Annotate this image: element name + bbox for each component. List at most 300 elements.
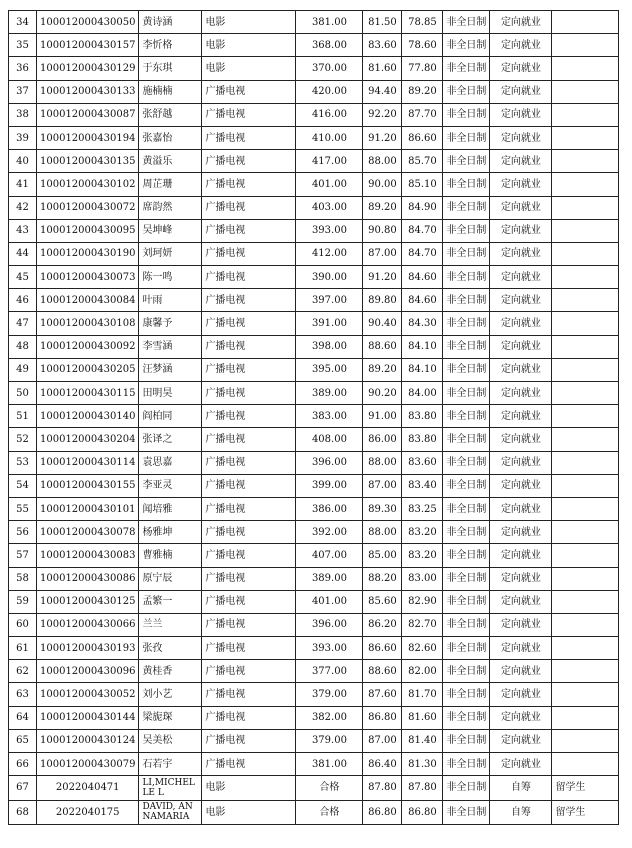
total-score-cell: 78.60	[402, 34, 443, 57]
candidate-id-cell: 100012000430114	[37, 451, 139, 474]
study-mode-cell: 非全日制	[443, 34, 490, 57]
retest-score-cell: 91.20	[363, 126, 402, 149]
major-cell: 电影	[202, 57, 296, 80]
note-cell	[552, 405, 619, 428]
major-cell: 广播电视	[202, 729, 296, 752]
row-number-cell: 63	[9, 683, 37, 706]
table-row	[9, 776, 619, 801]
preliminary-score-cell: 386.00	[296, 497, 363, 520]
study-mode-cell: 非全日制	[443, 335, 490, 358]
enrollment-plan-cell: 定向就业	[490, 729, 552, 752]
major-cell: 广播电视	[202, 753, 296, 776]
candidate-id-cell: 100012000430095	[37, 219, 139, 242]
major-cell: 广播电视	[202, 590, 296, 613]
row-number-cell: 58	[9, 567, 37, 590]
preliminary-score-cell: 395.00	[296, 358, 363, 381]
enrollment-plan-cell: 定向就业	[490, 196, 552, 219]
candidate-id-cell: 100012000430144	[37, 706, 139, 729]
total-score-cell: 82.60	[402, 637, 443, 660]
table-row	[9, 289, 619, 312]
retest-score-cell: 88.60	[363, 660, 402, 683]
note-cell	[552, 451, 619, 474]
candidate-id-cell: 100012000430066	[37, 613, 139, 636]
note-cell	[552, 544, 619, 567]
major-cell: 广播电视	[202, 637, 296, 660]
total-score-cell: 83.20	[402, 521, 443, 544]
name-cell: 梁旎琛	[139, 706, 202, 729]
name-cell: 陈一鸣	[139, 266, 202, 289]
candidate-id-cell: 100012000430157	[37, 34, 139, 57]
retest-score-cell: 91.20	[363, 266, 402, 289]
preliminary-score-cell: 399.00	[296, 474, 363, 497]
row-number-cell: 43	[9, 219, 37, 242]
preliminary-score-cell: 407.00	[296, 544, 363, 567]
note-cell	[552, 242, 619, 265]
total-score-cell: 84.90	[402, 196, 443, 219]
retest-score-cell: 89.30	[363, 497, 402, 520]
name-cell: 李亚灵	[139, 474, 202, 497]
major-cell: 广播电视	[202, 567, 296, 590]
study-mode-cell: 非全日制	[443, 544, 490, 567]
enrollment-plan-cell: 定向就业	[490, 103, 552, 126]
table-row	[9, 312, 619, 335]
row-number-cell: 34	[9, 11, 37, 34]
name-cell: 田明昊	[139, 382, 202, 405]
major-cell: 广播电视	[202, 80, 296, 103]
major-cell: 广播电视	[202, 103, 296, 126]
preliminary-score-cell: 410.00	[296, 126, 363, 149]
retest-score-cell: 94.40	[363, 80, 402, 103]
table-row	[9, 800, 619, 825]
name-cell: 张舒越	[139, 103, 202, 126]
row-number-cell: 40	[9, 150, 37, 173]
enrollment-plan-cell: 定向就业	[490, 150, 552, 173]
enrollment-plan-cell: 定向就业	[490, 266, 552, 289]
row-number-cell: 65	[9, 729, 37, 752]
row-number-cell: 35	[9, 34, 37, 57]
major-cell: 广播电视	[202, 660, 296, 683]
retest-score-cell: 81.60	[363, 57, 402, 80]
retest-score-cell: 88.00	[363, 451, 402, 474]
note-cell	[552, 613, 619, 636]
name-cell: 叶雨	[139, 289, 202, 312]
study-mode-cell: 非全日制	[443, 776, 490, 801]
note-cell	[552, 266, 619, 289]
preliminary-score-cell: 393.00	[296, 219, 363, 242]
table-row	[9, 150, 619, 173]
table-row	[9, 335, 619, 358]
table-row	[9, 196, 619, 219]
total-score-cell: 89.20	[402, 80, 443, 103]
row-number-cell: 53	[9, 451, 37, 474]
study-mode-cell: 非全日制	[443, 312, 490, 335]
candidate-id-cell: 100012000430083	[37, 544, 139, 567]
candidate-id-cell: 100012000430205	[37, 358, 139, 381]
major-cell: 广播电视	[202, 312, 296, 335]
table-row	[9, 637, 619, 660]
name-cell: 阎柏同	[139, 405, 202, 428]
table-row	[9, 34, 619, 57]
enrollment-plan-cell: 定向就业	[490, 219, 552, 242]
preliminary-score-cell: 390.00	[296, 266, 363, 289]
preliminary-score-cell: 417.00	[296, 150, 363, 173]
table-row	[9, 706, 619, 729]
retest-score-cell: 88.20	[363, 567, 402, 590]
candidate-id-cell: 100012000430193	[37, 637, 139, 660]
enrollment-plan-cell: 定向就业	[490, 637, 552, 660]
note-cell	[552, 753, 619, 776]
table-body	[9, 11, 619, 825]
study-mode-cell: 非全日制	[443, 358, 490, 381]
major-cell: 广播电视	[202, 382, 296, 405]
enrollment-plan-cell: 定向就业	[490, 57, 552, 80]
enrollment-plan-cell: 自筹	[490, 776, 552, 801]
enrollment-plan-cell: 定向就业	[490, 428, 552, 451]
total-score-cell: 78.85	[402, 11, 443, 34]
retest-score-cell: 86.80	[363, 800, 402, 825]
row-number-cell: 38	[9, 103, 37, 126]
row-number-cell: 37	[9, 80, 37, 103]
enrollment-plan-cell: 定向就业	[490, 683, 552, 706]
candidate-id-cell: 100012000430087	[37, 103, 139, 126]
name-cell: 兰兰	[139, 613, 202, 636]
retest-score-cell: 81.50	[363, 11, 402, 34]
major-cell: 广播电视	[202, 173, 296, 196]
note-cell	[552, 219, 619, 242]
row-number-cell: 52	[9, 428, 37, 451]
total-score-cell: 84.70	[402, 242, 443, 265]
study-mode-cell: 非全日制	[443, 405, 490, 428]
candidate-id-cell: 100012000430125	[37, 590, 139, 613]
row-number-cell: 45	[9, 266, 37, 289]
table-row	[9, 382, 619, 405]
preliminary-score-cell: 379.00	[296, 683, 363, 706]
preliminary-score-cell: 370.00	[296, 57, 363, 80]
candidate-id-cell: 100012000430078	[37, 521, 139, 544]
candidate-id-cell: 100012000430129	[37, 57, 139, 80]
name-cell: 刘小艺	[139, 683, 202, 706]
note-cell	[552, 382, 619, 405]
total-score-cell: 82.70	[402, 613, 443, 636]
row-number-cell: 39	[9, 126, 37, 149]
retest-score-cell: 92.20	[363, 103, 402, 126]
row-number-cell: 49	[9, 358, 37, 381]
total-score-cell: 87.70	[402, 103, 443, 126]
note-cell	[552, 80, 619, 103]
row-number-cell: 36	[9, 57, 37, 80]
study-mode-cell: 非全日制	[443, 474, 490, 497]
study-mode-cell: 非全日制	[443, 80, 490, 103]
study-mode-cell: 非全日制	[443, 521, 490, 544]
enrollment-plan-cell: 定向就业	[490, 474, 552, 497]
major-cell: 广播电视	[202, 706, 296, 729]
table-row	[9, 428, 619, 451]
note-cell	[552, 289, 619, 312]
row-number-cell: 48	[9, 335, 37, 358]
study-mode-cell: 非全日制	[443, 266, 490, 289]
table-row	[9, 57, 619, 80]
enrollment-plan-cell: 定向就业	[490, 567, 552, 590]
name-cell: LI,MICHELLE L	[139, 776, 202, 801]
table-row	[9, 567, 619, 590]
table-row	[9, 242, 619, 265]
name-cell: 周芷珊	[139, 173, 202, 196]
candidate-id-cell: 100012000430096	[37, 660, 139, 683]
retest-score-cell: 89.20	[363, 358, 402, 381]
candidate-id-cell: 100012000430092	[37, 335, 139, 358]
preliminary-score-cell: 381.00	[296, 753, 363, 776]
total-score-cell: 83.60	[402, 451, 443, 474]
name-cell: 张孜	[139, 637, 202, 660]
note-cell	[552, 683, 619, 706]
table-row	[9, 451, 619, 474]
row-number-cell: 59	[9, 590, 37, 613]
major-cell: 广播电视	[202, 544, 296, 567]
candidate-id-cell: 100012000430133	[37, 80, 139, 103]
name-cell: 李雪涵	[139, 335, 202, 358]
candidate-id-cell: 100012000430135	[37, 150, 139, 173]
preliminary-score-cell: 381.00	[296, 11, 363, 34]
major-cell: 广播电视	[202, 451, 296, 474]
name-cell: 黄诗涵	[139, 11, 202, 34]
preliminary-score-cell: 412.00	[296, 242, 363, 265]
enrollment-plan-cell: 定向就业	[490, 173, 552, 196]
table-row	[9, 474, 619, 497]
total-score-cell: 84.00	[402, 382, 443, 405]
note-cell	[552, 34, 619, 57]
major-cell: 广播电视	[202, 289, 296, 312]
retest-score-cell: 88.60	[363, 335, 402, 358]
enrollment-plan-cell: 定向就业	[490, 521, 552, 544]
name-cell: 闻培雅	[139, 497, 202, 520]
retest-score-cell: 87.00	[363, 242, 402, 265]
name-cell: 康馨予	[139, 312, 202, 335]
retest-score-cell: 86.80	[363, 706, 402, 729]
retest-score-cell: 91.00	[363, 405, 402, 428]
major-cell: 电影	[202, 800, 296, 825]
preliminary-score-cell: 382.00	[296, 706, 363, 729]
note-cell	[552, 660, 619, 683]
preliminary-score-cell: 398.00	[296, 335, 363, 358]
row-number-cell: 62	[9, 660, 37, 683]
retest-score-cell: 86.00	[363, 428, 402, 451]
table-row	[9, 683, 619, 706]
enrollment-plan-cell: 定向就业	[490, 753, 552, 776]
admission-list-sheet	[8, 10, 619, 825]
note-cell	[552, 590, 619, 613]
note-cell	[552, 521, 619, 544]
table-row	[9, 266, 619, 289]
preliminary-score-cell: 396.00	[296, 451, 363, 474]
total-score-cell: 83.00	[402, 567, 443, 590]
candidate-id-cell: 100012000430052	[37, 683, 139, 706]
note-cell	[552, 312, 619, 335]
table-row	[9, 544, 619, 567]
note-cell	[552, 428, 619, 451]
major-cell: 广播电视	[202, 521, 296, 544]
name-cell: 于东琪	[139, 57, 202, 80]
study-mode-cell: 非全日制	[443, 103, 490, 126]
candidate-id-cell: 100012000430124	[37, 729, 139, 752]
total-score-cell: 81.30	[402, 753, 443, 776]
row-number-cell: 57	[9, 544, 37, 567]
total-score-cell: 81.70	[402, 683, 443, 706]
admission-table	[8, 10, 619, 825]
name-cell: 刘珂妍	[139, 242, 202, 265]
study-mode-cell: 非全日制	[443, 57, 490, 80]
note-cell: 留学生	[552, 800, 619, 825]
table-row	[9, 358, 619, 381]
study-mode-cell: 非全日制	[443, 11, 490, 34]
total-score-cell: 84.10	[402, 335, 443, 358]
total-score-cell: 86.80	[402, 800, 443, 825]
study-mode-cell: 非全日制	[443, 289, 490, 312]
total-score-cell: 86.60	[402, 126, 443, 149]
candidate-id-cell: 100012000430194	[37, 126, 139, 149]
retest-score-cell: 86.20	[363, 613, 402, 636]
note-cell	[552, 637, 619, 660]
study-mode-cell: 非全日制	[443, 451, 490, 474]
preliminary-score-cell: 408.00	[296, 428, 363, 451]
major-cell: 广播电视	[202, 219, 296, 242]
preliminary-score-cell: 389.00	[296, 567, 363, 590]
table-row	[9, 753, 619, 776]
table-row	[9, 173, 619, 196]
enrollment-plan-cell: 定向就业	[490, 706, 552, 729]
table-row	[9, 497, 619, 520]
name-cell: 黄桂香	[139, 660, 202, 683]
candidate-id-cell: 100012000430050	[37, 11, 139, 34]
total-score-cell: 81.40	[402, 729, 443, 752]
preliminary-score-cell: 397.00	[296, 289, 363, 312]
total-score-cell: 83.25	[402, 497, 443, 520]
note-cell	[552, 567, 619, 590]
row-number-cell: 61	[9, 637, 37, 660]
note-cell: 留学生	[552, 776, 619, 801]
study-mode-cell: 非全日制	[443, 753, 490, 776]
major-cell: 广播电视	[202, 150, 296, 173]
row-number-cell: 41	[9, 173, 37, 196]
major-cell: 广播电视	[202, 474, 296, 497]
row-number-cell: 55	[9, 497, 37, 520]
name-cell: 施楠楠	[139, 80, 202, 103]
note-cell	[552, 196, 619, 219]
row-number-cell: 42	[9, 196, 37, 219]
preliminary-score-cell: 420.00	[296, 80, 363, 103]
table-row	[9, 219, 619, 242]
table-row	[9, 590, 619, 613]
total-score-cell: 84.60	[402, 266, 443, 289]
candidate-id-cell: 100012000430101	[37, 497, 139, 520]
enrollment-plan-cell: 定向就业	[490, 335, 552, 358]
preliminary-score-cell: 392.00	[296, 521, 363, 544]
preliminary-score-cell: 379.00	[296, 729, 363, 752]
preliminary-score-cell: 393.00	[296, 637, 363, 660]
retest-score-cell: 87.00	[363, 474, 402, 497]
total-score-cell: 82.90	[402, 590, 443, 613]
row-number-cell: 46	[9, 289, 37, 312]
enrollment-plan-cell: 定向就业	[490, 451, 552, 474]
major-cell: 广播电视	[202, 266, 296, 289]
table-row	[9, 521, 619, 544]
enrollment-plan-cell: 定向就业	[490, 613, 552, 636]
major-cell: 广播电视	[202, 428, 296, 451]
study-mode-cell: 非全日制	[443, 729, 490, 752]
enrollment-plan-cell: 自筹	[490, 800, 552, 825]
table-row	[9, 405, 619, 428]
note-cell	[552, 150, 619, 173]
study-mode-cell: 非全日制	[443, 613, 490, 636]
note-cell	[552, 126, 619, 149]
preliminary-score-cell: 401.00	[296, 590, 363, 613]
enrollment-plan-cell: 定向就业	[490, 544, 552, 567]
note-cell	[552, 358, 619, 381]
table-row	[9, 660, 619, 683]
note-cell	[552, 474, 619, 497]
preliminary-score-cell: 396.00	[296, 613, 363, 636]
retest-score-cell: 85.00	[363, 544, 402, 567]
name-cell: 张嘉怡	[139, 126, 202, 149]
retest-score-cell: 85.60	[363, 590, 402, 613]
note-cell	[552, 706, 619, 729]
table-row	[9, 80, 619, 103]
retest-score-cell: 88.00	[363, 150, 402, 173]
total-score-cell: 87.80	[402, 776, 443, 801]
candidate-id-cell: 100012000430155	[37, 474, 139, 497]
major-cell: 广播电视	[202, 683, 296, 706]
retest-score-cell: 88.00	[363, 521, 402, 544]
row-number-cell: 64	[9, 706, 37, 729]
enrollment-plan-cell: 定向就业	[490, 312, 552, 335]
candidate-id-cell: 100012000430140	[37, 405, 139, 428]
major-cell: 广播电视	[202, 497, 296, 520]
enrollment-plan-cell: 定向就业	[490, 126, 552, 149]
candidate-id-cell: 100012000430204	[37, 428, 139, 451]
enrollment-plan-cell: 定向就业	[490, 382, 552, 405]
candidate-id-cell: 2022040471	[37, 776, 139, 801]
preliminary-score-cell: 401.00	[296, 173, 363, 196]
retest-score-cell: 90.20	[363, 382, 402, 405]
enrollment-plan-cell: 定向就业	[490, 405, 552, 428]
total-score-cell: 83.20	[402, 544, 443, 567]
total-score-cell: 84.60	[402, 289, 443, 312]
enrollment-plan-cell: 定向就业	[490, 497, 552, 520]
retest-score-cell: 90.00	[363, 173, 402, 196]
retest-score-cell: 87.60	[363, 683, 402, 706]
note-cell	[552, 173, 619, 196]
study-mode-cell: 非全日制	[443, 590, 490, 613]
study-mode-cell: 非全日制	[443, 150, 490, 173]
name-cell: 黄溢乐	[139, 150, 202, 173]
row-number-cell: 60	[9, 613, 37, 636]
total-score-cell: 83.80	[402, 405, 443, 428]
enrollment-plan-cell: 定向就业	[490, 11, 552, 34]
row-number-cell: 67	[9, 776, 37, 801]
row-number-cell: 51	[9, 405, 37, 428]
preliminary-score-cell: 383.00	[296, 405, 363, 428]
name-cell: DAVID, ANNAMARIA	[139, 800, 202, 825]
name-cell: 汪梦涵	[139, 358, 202, 381]
row-number-cell: 54	[9, 474, 37, 497]
major-cell: 广播电视	[202, 335, 296, 358]
enrollment-plan-cell: 定向就业	[490, 289, 552, 312]
total-score-cell: 82.00	[402, 660, 443, 683]
study-mode-cell: 非全日制	[443, 173, 490, 196]
preliminary-score-cell: 389.00	[296, 382, 363, 405]
total-score-cell: 84.70	[402, 219, 443, 242]
row-number-cell: 56	[9, 521, 37, 544]
major-cell: 广播电视	[202, 196, 296, 219]
